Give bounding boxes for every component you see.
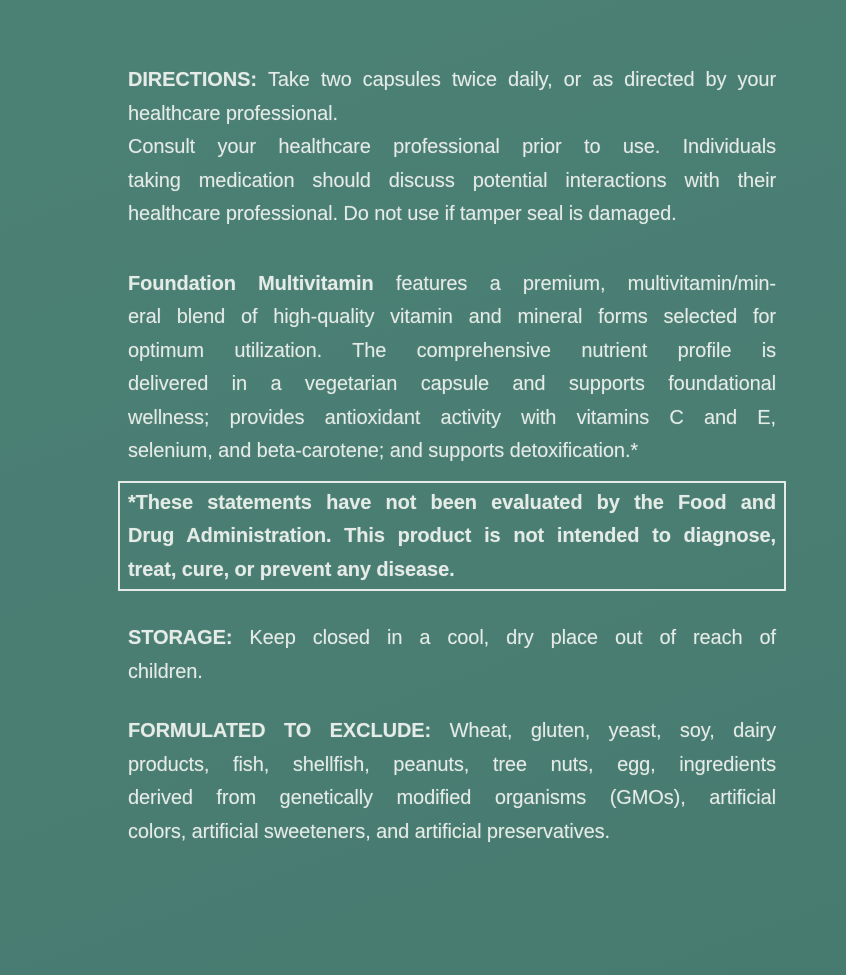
storage-paragraph: [128, 622, 776, 689]
directions-heading: DIRECTIONS:: [128, 69, 268, 91]
text-line: derived from genetically modified organisms (GMOs), artificial: [128, 787, 776, 809]
product-description-paragraph: [128, 268, 776, 469]
directions-text: Take two capsules twice daily, or as directed by your: [267, 69, 777, 91]
formulated-to-exclude-paragraph: [128, 715, 776, 849]
directions-paragraph: [128, 64, 776, 131]
product-name: Foundation Multivitamin: [128, 272, 396, 295]
text-line: colors, artificial sweeteners, and artificial preservatives.: [128, 820, 610, 843]
text-line: STORAGE: Keep closed in a cool, dry place out of reach of: [128, 627, 777, 649]
text-line: selenium, and beta-carotene; and supports detoxification.*: [128, 440, 639, 462]
text-line: eral blend of high-quality vitamin and mineral forms selected for: [128, 306, 776, 328]
formulated-to-exclude-heading: FORMULATED TO EXCLUDE:: [128, 720, 450, 742]
text-line: products, fish, shellfish, peanuts, tree nuts, egg, ingredients: [128, 753, 776, 776]
text-line: treat, cure, or prevent any disease.: [128, 558, 455, 581]
text-line: Foundation Multivitamin features a premium, multivitamin/min-: [128, 272, 776, 295]
text-line: wellness; provides antioxidant activity with vitamins C and E,: [128, 406, 776, 429]
text-line: optimum utilization. The comprehensive nutrient profile is: [128, 339, 776, 362]
text-line: healthcare professional.: [128, 102, 338, 125]
fda-disclaimer-box: [118, 481, 786, 592]
text-line: taking medication should discuss potential interactions with their: [128, 169, 776, 192]
text-line: healthcare professional. Do not use if tamper seal is damaged.: [128, 203, 677, 225]
text-line: *These statements have not been evaluated by the Food and: [128, 491, 776, 514]
text-line: Drug Administration. This product is not intended to diagnose,: [128, 525, 776, 547]
text-line: delivered in a vegetarian capsule and supports foundational: [128, 373, 776, 395]
text-line: children.: [128, 660, 203, 683]
consult-paragraph: [128, 131, 776, 232]
storage-heading: STORAGE:: [128, 627, 250, 649]
text-line: Consult your healthcare professional prior to use. Individuals: [128, 136, 776, 158]
text-line: [128, 64, 776, 98]
text-line: FORMULATED TO EXCLUDE: Wheat, gluten, yeast, soy, dairy: [128, 720, 776, 742]
